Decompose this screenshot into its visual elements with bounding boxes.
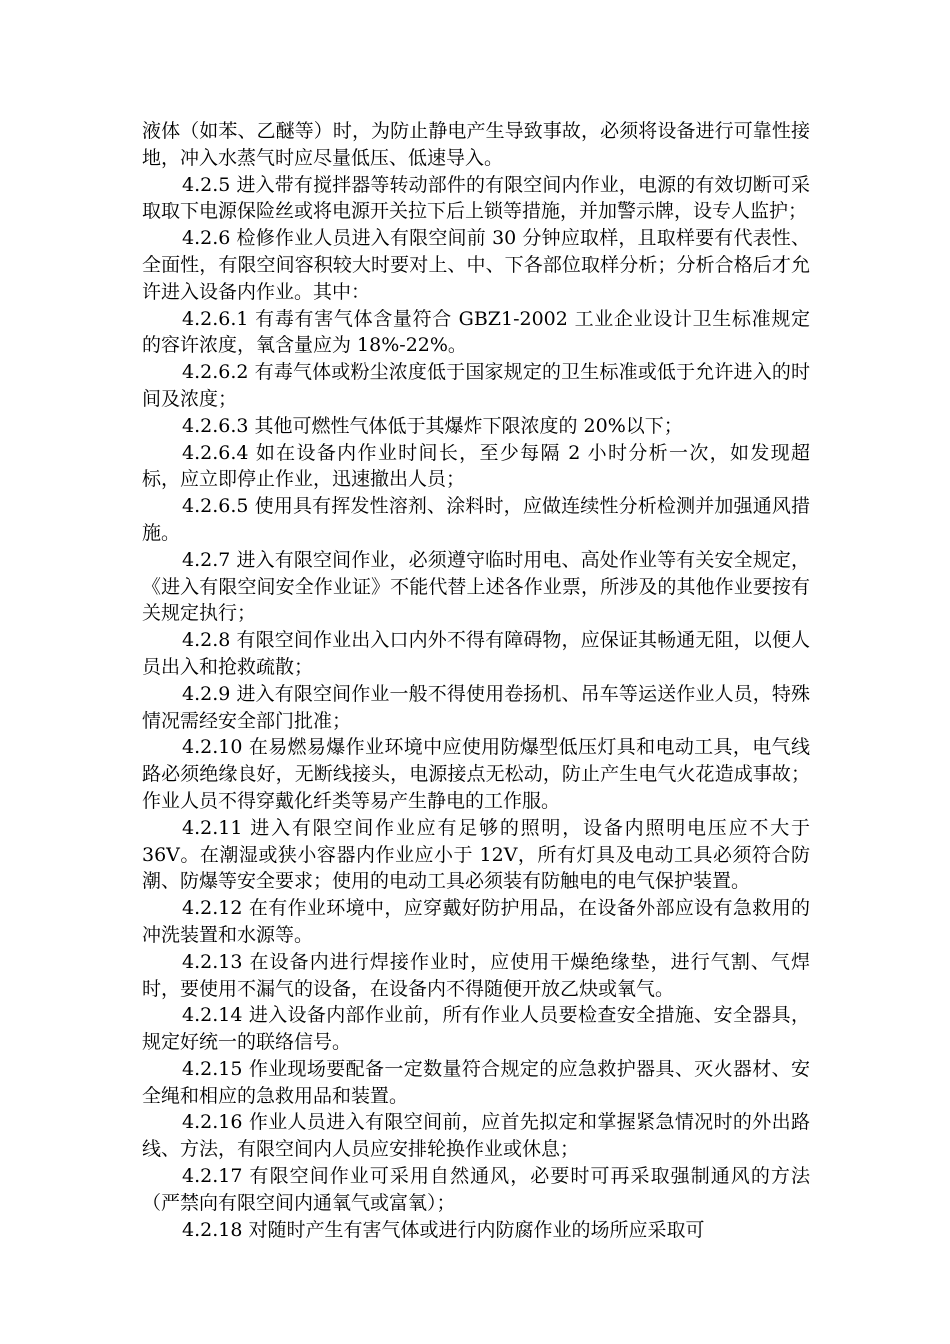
- paragraph-4-2-17: 4.2.17 有限空间作业可采用自然通风，必要时可再采取强制通风的方法（严禁向有限空间内通氧气或富氧）；: [142, 1165, 810, 1214]
- paragraph-4-2-8: 4.2.8 有限空间作业出入口内外不得有障碍物，应保证其畅通无阻，以便人员出入和抢救疏散；: [142, 629, 810, 678]
- paragraph-4-2-12: 4.2.12 在有作业环境中，应穿戴好防护用品，在设备外部应设有急救用的冲洗装置和水源等。: [142, 897, 810, 946]
- paragraph-4-2-10: 4.2.10 在易燃易爆作业环境中应使用防爆型低压灯具和电动工具，电气线路必须绝缘良好，无断线接头，电源接点无松动，防止产生电气火花造成事故；作业人员不得穿戴化纤类等易产生静电的工作服。: [142, 736, 810, 812]
- paragraph-4-2-6-2: 4.2.6.2 有毒气体或粉尘浓度低于国家规定的卫生标准或低于允许进入的时间及浓度；: [142, 361, 810, 410]
- paragraph-4-2-6-5: 4.2.6.5 使用具有挥发性溶剂、涂料时，应做连续性分析检测并加强通风措施。: [142, 495, 810, 544]
- paragraph-4-2-7: 4.2.7 进入有限空间作业，必须遵守临时用电、高处作业等有关安全规定，《进入有限空间安全作业证》不能代替上述各作业票，所涉及的其他作业要按有关规定执行；: [142, 548, 810, 625]
- paragraph-4-2-13: 4.2.13 在设备内进行焊接作业时，应使用干燥绝缘垫，进行气割、气焊时，要使用不漏气的设备，在设备内不得随便开放乙炔或氧气。: [142, 950, 810, 1000]
- paragraph-4-2-14: 4.2.14 进入设备内部作业前，所有作业人员要检查安全措施、安全器具，规定好统一的联络信号。: [142, 1004, 810, 1054]
- paragraph: 液体（如苯、乙醚等）时，为防止静电产生导致事故，必须将设备进行可靠性接地，冲入水蒸气时应尽量低压、低速导入。: [142, 120, 810, 169]
- paragraph-4-2-6-1: 4.2.6.1 有毒有害气体含量符合 GBZ1-2002 工业企业设计卫生标准规定的容许浓度，氧含量应为 18%-22%。: [142, 307, 810, 357]
- paragraph-4-2-11: 4.2.11 进入有限空间作业应有足够的照明，设备内照明电压应不大于 36V。在潮湿或狭小容器内作业应小于 12V，所有灯具及电动工具必须符合防潮、防爆等安全要求；使用的电动工具必须装有防触电的电气保护装置。: [142, 816, 810, 893]
- paragraph-4-2-6-3: 4.2.6.3 其他可燃性气体低于其爆炸下限浓度的 20%以下；: [182, 414, 683, 437]
- paragraph-4-2-6-4: 4.2.6.4 如在设备内作业时间长，至少每隔 2 小时分析一次，如发现超标，应立即停止作业，迅速撤出人员；: [142, 441, 810, 491]
- paragraph-4-2-9: 4.2.9 进入有限空间作业一般不得使用卷扬机、吊车等运送作业人员，特殊情况需经安全部门批准；: [142, 682, 810, 732]
- paragraph-4-2-6: 4.2.6 检修作业人员进入有限空间前 30 分钟应取样，且取样要有代表性、全面性，有限空间容积较大时要对上、中、下各部位取样分析；分析合格后才允许进入设备内作业。其中：: [142, 227, 810, 303]
- document-body: [142, 118, 810, 1243]
- paragraph-4-2-16: 4.2.16 作业人员进入有限空间前，应首先拟定和掌握紧急情况时的外出路线、方法，有限空间内人员应安排轮换作业或休息；: [142, 1111, 810, 1161]
- paragraph-4-2-18: 4.2.18 对随时产生有害气体或进行内防腐作业的场所应采取可: [182, 1218, 705, 1241]
- paragraph-4-2-5: 4.2.5 进入带有搅拌器等转动部件的有限空间内作业，电源的有效切断可采取取下电源保险丝或将电源开关拉下后上锁等措施，并加警示牌，设专人监护；: [142, 173, 810, 223]
- paragraph-4-2-15: 4.2.15 作业现场要配备一定数量符合规定的应急救护器具、灭火器材、安全绳和相应的急救用品和装置。: [142, 1057, 810, 1107]
